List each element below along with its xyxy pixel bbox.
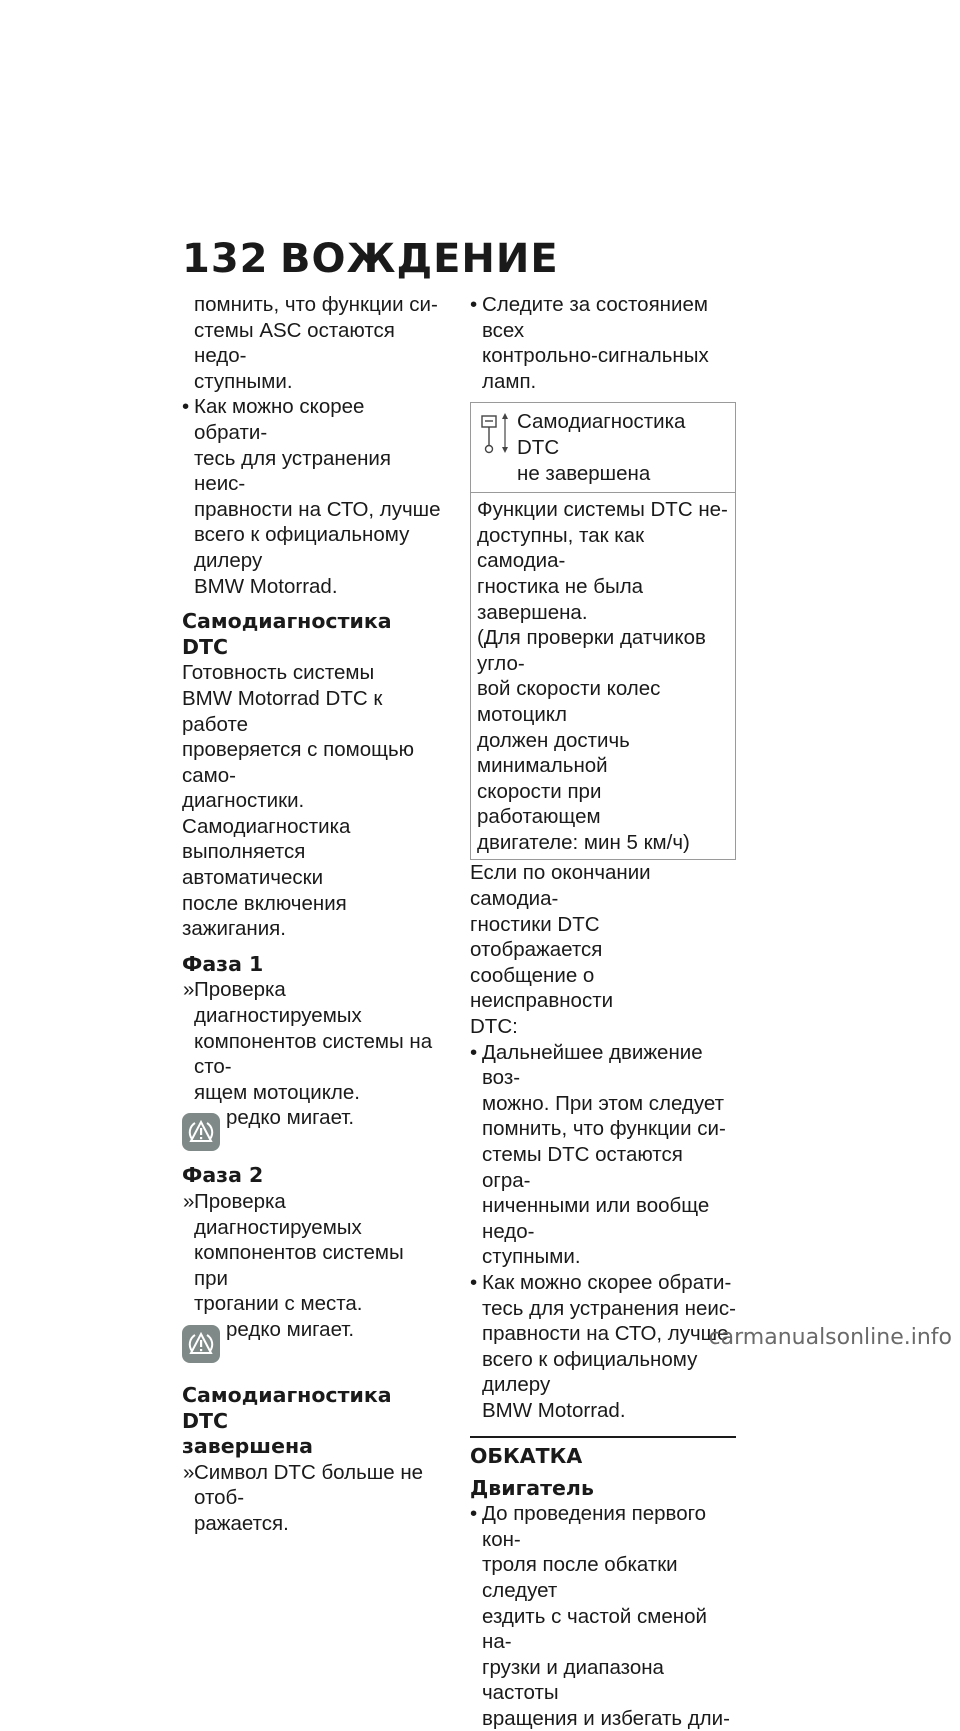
bullet-marker: • bbox=[470, 1040, 478, 1064]
self-diagnosis-complete-step: » Символ DTC больше не отоб- ражается. bbox=[183, 1460, 424, 1535]
dtc-incomplete-info-box bbox=[470, 402, 736, 860]
bullet-marker: • bbox=[470, 1270, 478, 1294]
arrow-marker: » bbox=[183, 978, 195, 1002]
intro-continuation: помнить, что функции си- стемы ASC остаются недо- ступными. bbox=[194, 293, 438, 393]
heading-self-diagnosis: Самодиагностика DTC bbox=[182, 609, 392, 659]
phase-2-indicator-text: редко мигает. bbox=[226, 1317, 355, 1341]
heading-phase-2: Фаза 2 bbox=[182, 1163, 264, 1188]
bullet-marker: • bbox=[470, 293, 478, 316]
phase-2-step: » Проверка диагностируемых компонентов системы при трогании с места. bbox=[183, 1190, 404, 1316]
arrow-marker: » bbox=[183, 1460, 195, 1484]
info-box-body: Функции системы DTC не- доступны, так как самодиа- гностика не была завершена. (Для проверки датчиков угло- вой скорости колес мотоцикл должен достичь минимальной скорости при работающем двигателе: мин 5 км/ч) bbox=[477, 498, 728, 854]
warning-triangle-icon bbox=[182, 1113, 220, 1151]
info-box-header bbox=[471, 403, 735, 493]
watermark: carmanualsonline.info bbox=[708, 1325, 952, 1350]
heading-break-in: ОБКАТКА bbox=[470, 1443, 583, 1468]
bullet-break-in-engine: • До проведения первого кон- троля после обкатки следует ездить с частой сменой на- грузки и диапазона частоты вращения и избегать дли- bbox=[470, 1502, 730, 1730]
warning-triangle-icon bbox=[182, 1325, 220, 1363]
phase-1-indicator bbox=[182, 1105, 442, 1153]
bullet-marker: • bbox=[182, 395, 190, 419]
page-number: 132 bbox=[182, 236, 269, 282]
info-box-title: Самодиагностика DTC не завершена bbox=[517, 410, 686, 485]
bullet-contact-service: • Как можно скорее обрати- тесь для устранения неис- правности на СТО, лучше всего к официальному дилеру BMW Motorrad. bbox=[182, 395, 441, 598]
arrow-marker: » bbox=[183, 1190, 195, 1213]
section-divider bbox=[470, 1436, 736, 1438]
page-header bbox=[182, 236, 559, 282]
bullet-watch-lamps: • Следите за состоянием всех контрольно-сигнальных ламп. bbox=[470, 293, 709, 393]
heading-engine: Двигатель bbox=[470, 1475, 594, 1500]
heading-phase-1: Фаза 1 bbox=[182, 951, 264, 976]
right-column bbox=[470, 292, 736, 1731]
heading-self-diagnosis-complete: Самодиагностика DTC завершена bbox=[182, 1382, 392, 1459]
bullet-further-riding: • Дальнейшее движение воз- можно. При этом следует помнить, что функции си- стемы DTC остаются огра- ниченными или вообще недо- ступными. bbox=[470, 1040, 726, 1269]
left-column bbox=[182, 292, 442, 1537]
phase-1-step: » Проверка диагностируемых компонентов системы на сто- ящем мотоцикле. bbox=[183, 978, 433, 1104]
phase-2-indicator bbox=[182, 1317, 442, 1365]
bullet-marker: • bbox=[470, 1502, 478, 1526]
spark-plug-note-icon bbox=[471, 409, 517, 486]
section-title: ВОЖДЕНИЕ bbox=[280, 236, 559, 282]
self-diagnosis-paragraph: Готовность системы BMW Motorrad DTC к работе проверяется с помощью само- диагностики. Самодиагностика выполняется автоматически после включения зажигания. bbox=[182, 661, 415, 941]
bullet-contact-service-2: • Как можно скорее обрати- тесь для устранения неис- правности на СТО, лучше всего к официальному дилеру BMW Motorrad. bbox=[470, 1270, 736, 1422]
phase-1-indicator-text: редко мигает. bbox=[226, 1106, 355, 1130]
dtc-error-paragraph: Если по окончании самодиа- гностики DTC отображается сообщение о неисправности DTC: bbox=[470, 861, 651, 1039]
